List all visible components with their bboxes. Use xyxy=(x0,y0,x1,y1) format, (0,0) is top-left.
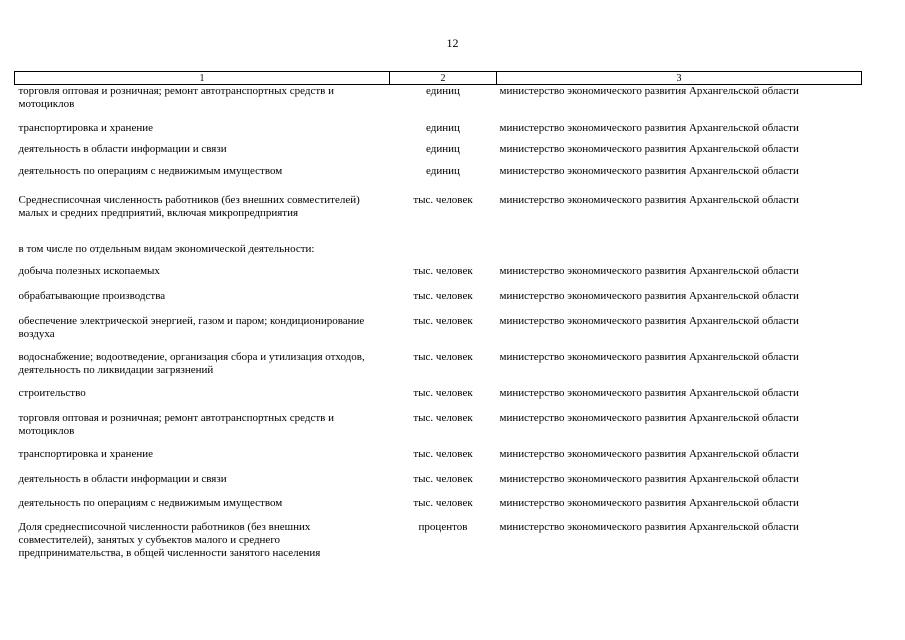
table-row xyxy=(15,387,862,412)
indicator-cell: торговля оптовая и розничная; ремонт автотранспортных средств и мотоциклов xyxy=(18,411,334,437)
unit-cell: тыс. человек xyxy=(413,411,473,424)
indicator-cell: Доля среднесписочной численности работников (без внешних совместителей), занятых у субъектов малого и среднего предпринимательства, в общей численности занятого населения xyxy=(18,520,321,559)
column-number-3: 3 xyxy=(497,72,862,85)
table-row xyxy=(15,122,862,143)
source-cell: министерство экономического развития Архангельской области xyxy=(499,193,799,206)
indicator-cell: деятельность в области информации и связи xyxy=(18,142,227,155)
source-cell: министерство экономического развития Архангельской области xyxy=(499,472,799,485)
indicator-cell: деятельность в области информации и связи xyxy=(18,472,227,485)
unit-cell: тыс. человек xyxy=(413,386,473,399)
table-row xyxy=(15,290,862,315)
table-row xyxy=(15,412,862,448)
column-numbers-row xyxy=(15,72,862,85)
table-row xyxy=(15,497,862,521)
unit-cell: единиц xyxy=(426,142,460,155)
indicator-cell: обрабатывающие производства xyxy=(18,289,166,302)
table-row xyxy=(15,165,862,194)
source-cell: министерство экономического развития Архангельской области xyxy=(499,314,799,327)
unit-cell: процентов xyxy=(418,520,468,533)
table-row xyxy=(15,143,862,165)
column-number-1: 1 xyxy=(15,72,390,85)
table-row xyxy=(15,473,862,497)
unit-cell: тыс. человек xyxy=(413,264,473,277)
source-cell: министерство экономического развития Архангельской области xyxy=(499,164,799,177)
unit-cell: тыс. человек xyxy=(413,193,473,206)
indicator-cell: водоснабжение; водоотведение, организация сбора и утилизация отходов, деятельность по ликвидации загрязнений xyxy=(18,350,365,376)
table-row xyxy=(15,521,862,565)
table-row xyxy=(15,194,862,243)
indicator-cell: транспортировка и хранение xyxy=(18,121,153,134)
source-cell: министерство экономического развития Архангельской области xyxy=(499,496,799,509)
unit-cell: тыс. человек xyxy=(413,350,473,363)
unit-cell: тыс. человек xyxy=(413,472,473,485)
unit-cell: тыс. человек xyxy=(413,447,473,460)
page-number: 12 xyxy=(446,36,459,50)
indicator-cell: деятельность по операциям с недвижимым имуществом xyxy=(18,496,283,509)
source-cell: министерство экономического развития Архангельской области xyxy=(499,289,799,302)
indicator-cell: Среднесписочная численность работников (без внешних совместителей) малых и средних предприятий, включая микропредприятия xyxy=(18,193,360,219)
indicator-cell: транспортировка и хранение xyxy=(18,447,153,460)
indicator-cell: строительство xyxy=(18,386,86,399)
unit-cell: тыс. человек xyxy=(413,314,473,327)
indicators-table xyxy=(14,71,862,565)
unit-cell: единиц xyxy=(426,164,460,177)
table-row xyxy=(15,85,862,122)
table-row xyxy=(15,243,862,265)
source-cell: министерство экономического развития Архангельской области xyxy=(499,411,799,424)
indicator-cell: добыча полезных ископаемых xyxy=(18,264,160,277)
table-row xyxy=(15,448,862,473)
source-cell: министерство экономического развития Архангельской области xyxy=(499,447,799,460)
source-cell: министерство экономического развития Архангельской области xyxy=(499,264,799,277)
unit-cell: тыс. человек xyxy=(413,496,473,509)
source-cell: министерство экономического развития Архангельской области xyxy=(499,121,799,134)
table-row xyxy=(15,265,862,290)
unit-cell: единиц xyxy=(426,85,460,97)
unit-cell: тыс. человек xyxy=(413,289,473,302)
unit-cell: единиц xyxy=(426,121,460,134)
indicator-cell: обеспечение электрической энергией, газом и паром; кондиционирование воздуха xyxy=(18,314,365,340)
table-row xyxy=(15,315,862,351)
table-row xyxy=(15,351,862,387)
source-cell: министерство экономического развития Архангельской области xyxy=(499,520,799,533)
source-cell: министерство экономического развития Архангельской области xyxy=(499,386,799,399)
section-caption: в том числе по отдельным видам экономической деятельности: xyxy=(18,242,315,255)
indicator-cell: торговля оптовая и розничная; ремонт автотранспортных средств и мотоциклов xyxy=(18,85,334,110)
indicator-cell: деятельность по операциям с недвижимым имуществом xyxy=(18,164,283,177)
source-cell: министерство экономического развития Архангельской области xyxy=(499,85,799,97)
source-cell: министерство экономического развития Архангельской области xyxy=(499,142,799,155)
column-number-2: 2 xyxy=(390,72,497,85)
source-cell: министерство экономического развития Архангельской области xyxy=(499,350,799,363)
